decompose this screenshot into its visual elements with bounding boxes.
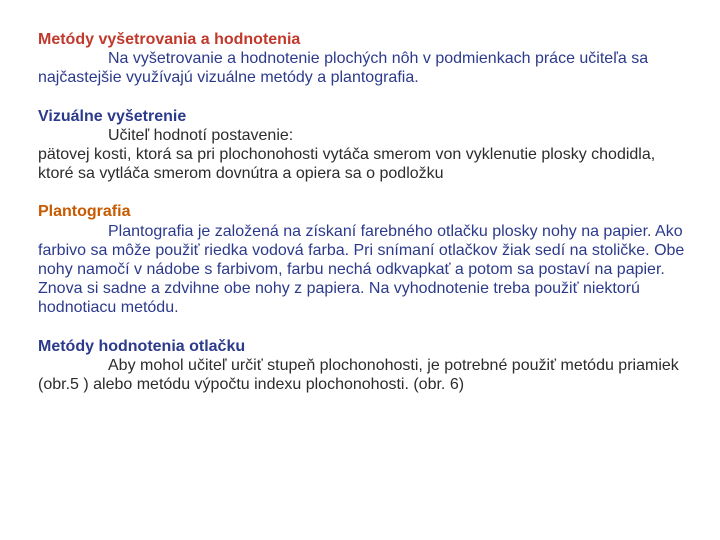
section-body xyxy=(38,126,690,184)
section-heading: Metódy vyšetrovania a hodnotenia xyxy=(38,31,301,48)
section-metody-hodnotenia-otlacku xyxy=(38,337,690,395)
section-body-rest: pätovej kosti, ktorá sa pri plochonohosti vytáča smerom von vyklenutie plosky chodidla, ktoré sa vytláča smerom dovnútra a opiera sa o podložku xyxy=(38,146,656,183)
section-metody-vysetrovania xyxy=(38,30,690,88)
section-body: Na vyšetrovanie a hodnotenie plochých nôh v podmienkach práce učiteľa sa najčastejšie využívajú vizuálne metódy a plantografia. xyxy=(38,50,649,87)
section-body: Plantografia je založená na získaní farebného otlačku plosky nohy na papier. Ako farbivo sa môže použiť riedka vodová farba. Pri snímaní otlačkov žiak sedí na stoličke. Obe nohy namočí v nádobe s farbivom, farbu nechá odkvapkať a potom sa postaví na papier. Znova si sadne a zdvihne obe nohy z papiera. Na vyhodnotenie treba použiť niektorú hodnotiacu metódu. xyxy=(38,222,685,317)
section-heading: Metódy hodnotenia otlačku xyxy=(38,337,246,355)
section-body: Aby mohol učiteľ určiť stupeň plochonohosti, je potrebné použiť metódu priamiek (obr.5 ) alebo metódu výpočtu indexu plochonohosti. (obr. 6) xyxy=(38,356,679,394)
section-heading: Vizuálne vyšetrenie xyxy=(38,107,187,125)
section-body-lead: Učiteľ hodnotí postavenie: xyxy=(108,126,294,144)
section-plantografia xyxy=(38,202,690,317)
section-vizualne-vysetrenie xyxy=(38,107,690,184)
section-heading: Plantografia xyxy=(38,203,131,221)
